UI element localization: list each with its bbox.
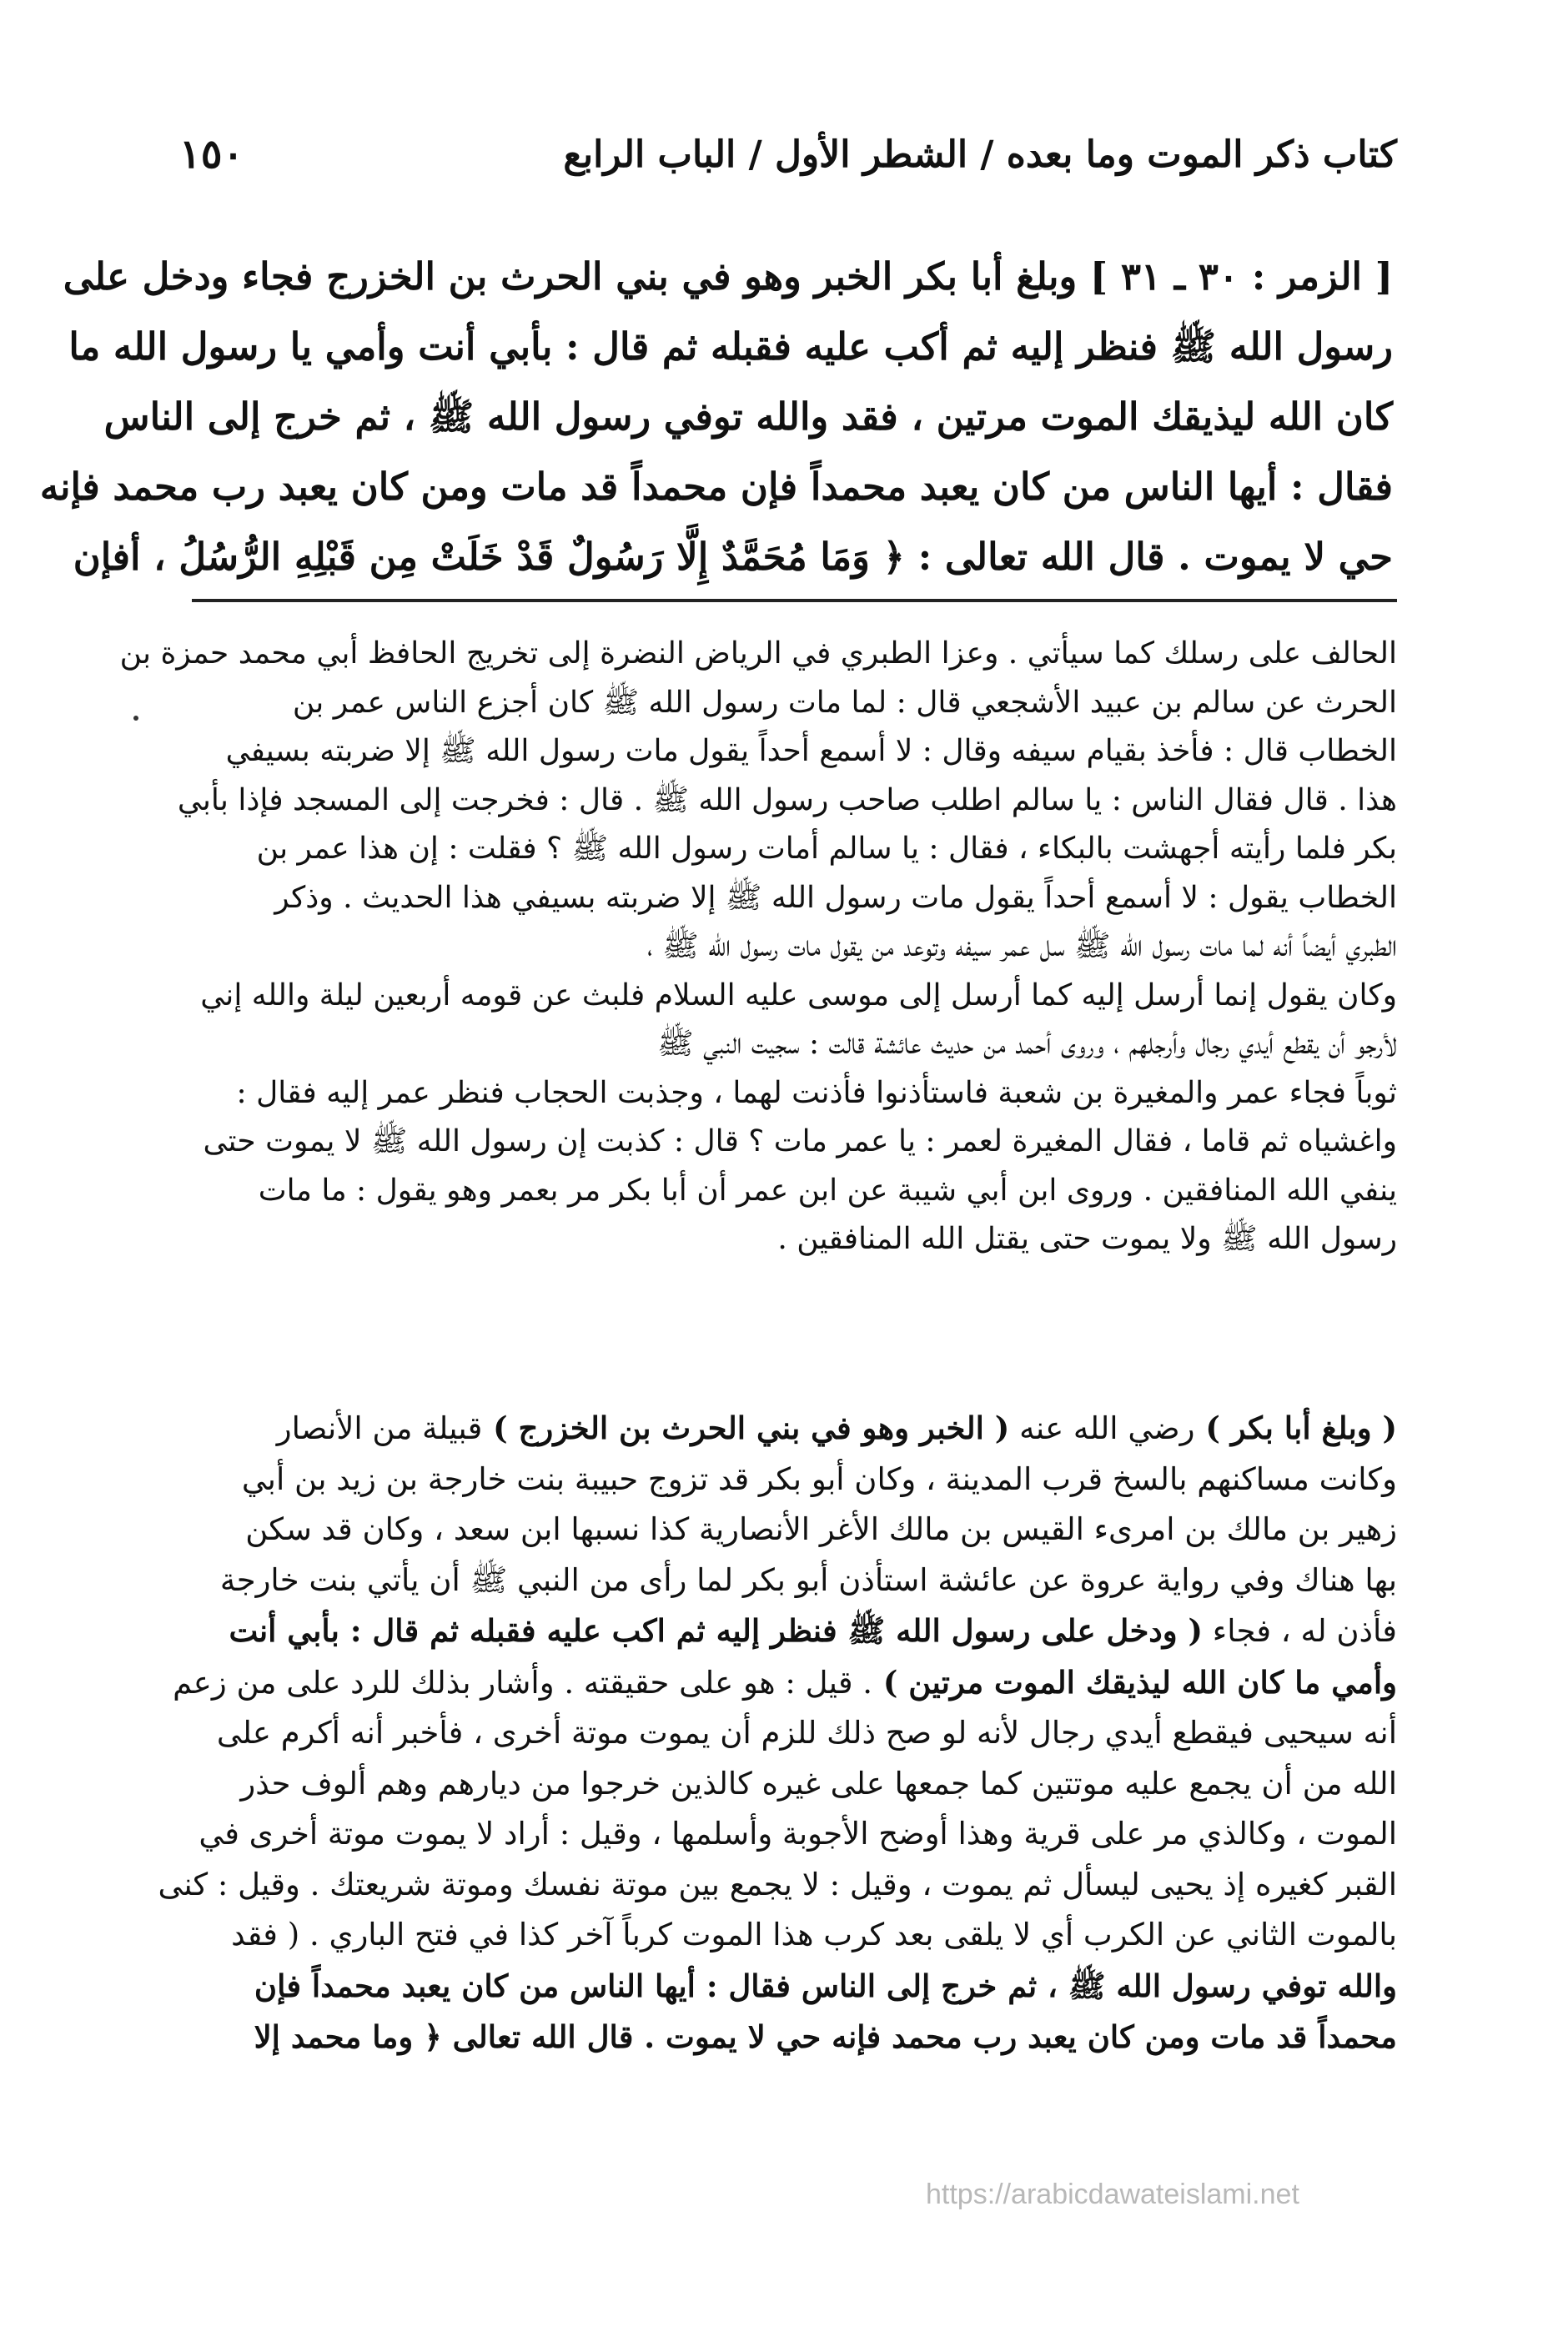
- main-text: [39, 242, 1393, 592]
- footnote-line: رسول الله ﷺ ولا يموت حتى يقتل الله المنافقين .: [777, 1222, 1397, 1256]
- commentary-block: [158, 1403, 1397, 2063]
- footnote-line: الخطاب يقول : لا أسمع أحداً يقول مات رسول الله ﷺ إلا ضربته بسيفي هذا الحديث . وذكر: [274, 880, 1397, 915]
- commentary-line: [188, 1556, 1397, 1606]
- commentary-quoted-text: ( الخبر وهو في بني الحرث بن الخزرج ): [482, 1410, 1010, 1446]
- footnote-line: وكان يقول إنما أرسل إليه كما أرسل إلى موسى عليه السلام فلبث عن قومه أربعين ليلة والله إني: [200, 978, 1397, 1013]
- commentary-line: [188, 1961, 1397, 2013]
- footnote-line: الخطاب قال : فأخذ بقيام سيفه وقال : لا أسمع أحداً يقول مات رسول الله ﷺ إلا ضربته بسيفي: [225, 734, 1397, 768]
- footnote-line: الحرث عن سالم بن عبيد الأشجعي قال : لما مات رسول الله ﷺ كان أجزع الناس عمر بن: [292, 685, 1397, 720]
- commentary-text: زهير بن مالك بن امرىء القيس بن مالك الأغر الأنصارية كذا نسبها ابن سعد ، وكان قد سكن: [245, 1511, 1397, 1547]
- main-text-line: حي لا يموت . قال الله تعالى : ﴿ وَمَا مُحَمَّدٌ إِلَّا رَسُولٌ قَدْ خَلَتْ مِن قَبْلِهِ الرُّسُلُ ، أفإن: [73, 535, 1393, 579]
- commentary-line: [188, 1505, 1397, 1556]
- commentary-text: بالموت الثاني عن الكرب أي لا يلقى بعد كرب هذا الموت كرباً آخر كذا في فتح الباري . ( فقد: [231, 1917, 1397, 1953]
- main-text-line: رسول الله ﷺ فنظر إليه ثم أكب عليه فقبله ثم قال : بأبي أنت وأمي يا رسول الله ما: [68, 324, 1393, 369]
- separator-rule: [192, 599, 1397, 602]
- commentary-line: [173, 1657, 1397, 1709]
- commentary-text: قبيلة من الأنصار: [276, 1410, 483, 1446]
- commentary-line: [188, 1910, 1397, 1961]
- footnote-line: بكر فلما رأيته أجهشت بالبكاء ، فقال : يا سالم أمات رسول الله ﷺ ؟ فقلت : إن هذا عمر بن: [256, 832, 1397, 866]
- page-number: ١٥٠: [179, 131, 244, 178]
- commentary-line: [158, 1860, 1397, 1911]
- commentary-text: فأذن له ، فجاء: [1203, 1613, 1397, 1649]
- footnote-line: الحالف على رسلك كما سيأتي . وعزا الطبري في الرياض النضرة إلى تخريج الحافظ أبي محمد حمزة بن: [119, 636, 1397, 671]
- commentary-line: [188, 1759, 1397, 1810]
- running-title: كتاب ذكر الموت وما بعده / الشطر الأول / الباب الرابع: [563, 133, 1397, 176]
- footnote-line: واغشياه ثم قاما ، فقال المغيرة لعمر : يا عمر مات ؟ قال : كذبت إن رسول الله ﷺ لا يموت حتى: [203, 1124, 1397, 1158]
- footnote-block: [119, 630, 1397, 1264]
- commentary-line: [188, 1708, 1397, 1759]
- commentary-line: [188, 1403, 1397, 1455]
- margin-mark: [133, 716, 138, 721]
- commentary-quoted-text: وأمي ما كان الله ليذيقك الموت مرتين ): [872, 1663, 1397, 1701]
- commentary-quoted-text: ( وبلغ أبا بكر ): [1194, 1410, 1397, 1446]
- commentary-text: الله من أن يجمع عليه موتتين كما جمعها على غيره كالذين خرجوا من ديارهم وهم ألوف حذر: [240, 1765, 1397, 1802]
- commentary-line: [188, 2012, 1397, 2063]
- commentary-quoted-text: ( ودخل على رسول الله ﷺ فنظر إليه ثم اكب عليه فقبله ثم قال : بأبي أنت: [229, 1612, 1204, 1649]
- footnote-line: ينفي الله المنافقين . وروى ابن أبي شيبة عن ابن عمر أن أبا بكر مر بعمر وهو يقول : ما مات: [258, 1173, 1397, 1208]
- watermark-url: https://arabicdawateislami.net: [926, 2179, 1299, 2210]
- main-text-line: [ الزمر : ٣٠ ـ ٣١ ] وبلغ أبا بكر الخبر وهو في بني الحرث بن الخزرج فجاء ودخل على: [63, 254, 1393, 299]
- commentary-text: الموت ، وكالذي مر على قرية وهذا أوضح الأجوبة وأسلمها ، وقيل : أراد لا يموت موتة أخرى في: [199, 1816, 1397, 1852]
- commentary-text: رضي الله عنه: [1009, 1410, 1195, 1446]
- page-header: [179, 125, 1397, 183]
- commentary-text: بها هناك وفي رواية عروة عن عائشة استأذن أبو بكر لما رأى من النبي ﷺ أن يأتي بنت خارجة: [219, 1561, 1397, 1598]
- commentary-text: القبر كغيره إذ يحيى ليسأل ثم يموت ، وقيل : لا يجمع بين موتة نفسك وموتة شريعتك . وقيل : كنى: [158, 1866, 1397, 1902]
- commentary-text: . قيل : هو على حقيقته . وأشار بذلك للرد على من زعم: [173, 1664, 873, 1701]
- commentary-line: [188, 1455, 1397, 1505]
- footnote-line: هذا . قال فقال الناس : يا سالم اطلب صاحب رسول الله ﷺ . قال : فخرجت إلى المسجد فإذا بأبي: [177, 782, 1397, 817]
- commentary-line: [188, 1606, 1397, 1657]
- main-text-line: فقال : أيها الناس من كان يعبد محمداً فإن محمداً قد مات ومن كان يعبد رب محمد فإنه: [39, 465, 1393, 509]
- commentary-quoted-text: محمداً قد مات ومن كان يعبد رب محمد فإنه حي لا يموت . قال الله تعالى ﴿ وما محمد إلا: [254, 2018, 1397, 2055]
- footnote-line: لأرجو أن يقطع أيدي رجال وأرجلهم ، وروى أحمد من حديث عائشة قالت : سجيت النبي ﷺ: [657, 1027, 1397, 1061]
- footnote-line: الطبري أيضاً أنه لما مات رسول الله ﷺ سل عمر سيفه وتوعد من يقول مات رسول الله ﷺ ،: [646, 929, 1397, 963]
- commentary-quoted-text: والله توفي رسول الله ﷺ ، ثم خرج إلى الناس فقال : أيها الناس من كان يعبد محمداً فإن: [254, 1967, 1397, 2004]
- commentary-text: وكانت مساكنهم بالسخ قرب المدينة ، وكان أبو بكر قد تزوج حبيبة بنت خارجة بن زيد بن أبي: [241, 1460, 1397, 1497]
- commentary-line: [188, 1809, 1397, 1860]
- commentary-text: أنه سيحيى فيقطع أيدي رجال لأنه لو صح ذلك للزم أن يموت موتة أخرى ، فأخبر أنه أكرم على: [216, 1715, 1397, 1751]
- footnote-line: ثوباً فجاء عمر والمغيرة بن شعبة فاستأذنوا فأذنت لهما ، وجذبت الحجاب فنظر عمر إليه فقال :: [236, 1075, 1397, 1110]
- main-text-line: كان الله ليذيقك الموت مرتين ، فقد والله توفي رسول الله ﷺ ، ثم خرج إلى الناس: [103, 395, 1393, 439]
